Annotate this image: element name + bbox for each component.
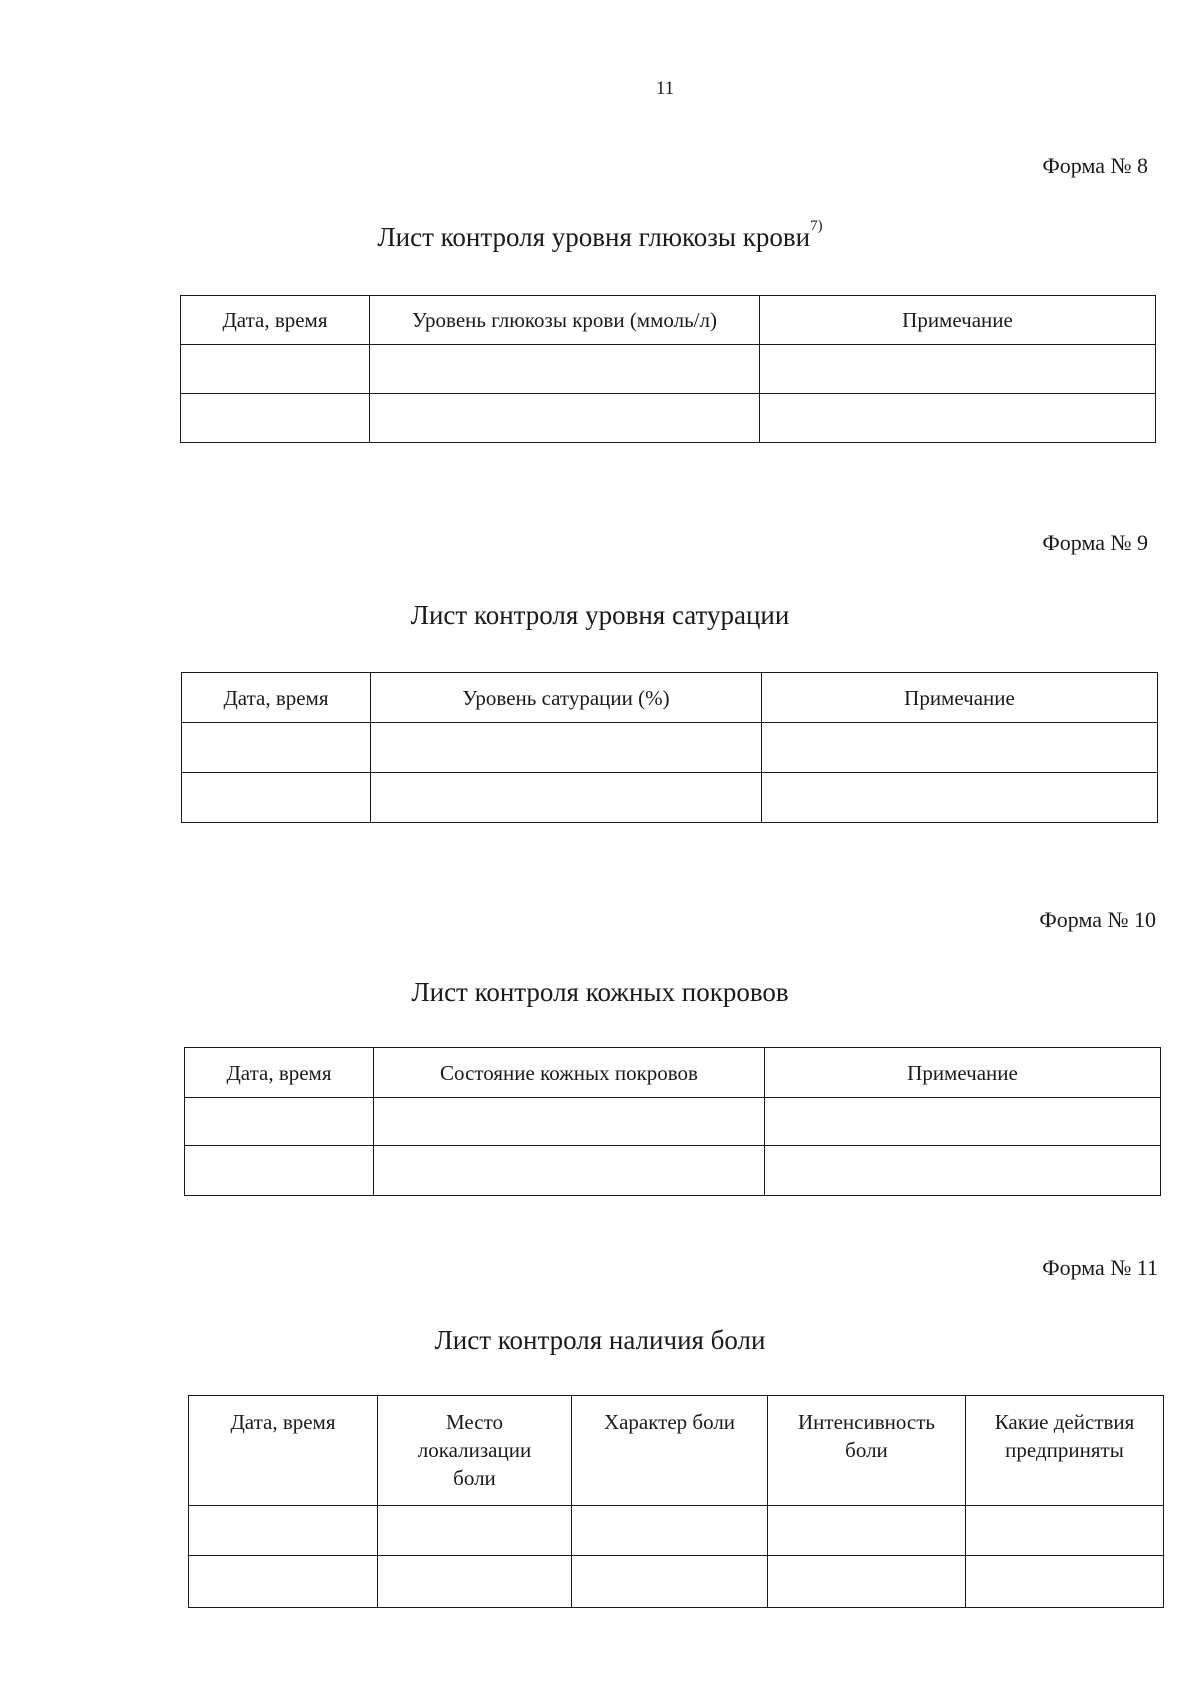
form-number: Форма № 9	[1042, 530, 1148, 555]
pain-control-table	[188, 1395, 1164, 1608]
glucose-control-table	[180, 295, 1156, 443]
table-row	[185, 1146, 1161, 1196]
table-cell[interactable]	[370, 394, 760, 443]
form-number: Форма № 10	[1039, 907, 1156, 932]
table-cell[interactable]	[572, 1506, 768, 1556]
column-header: Уровень глюкозы крови (ммоль/л)	[370, 296, 760, 345]
form-number: Форма № 8	[1042, 153, 1148, 178]
table-cell[interactable]	[760, 345, 1156, 394]
table-cell[interactable]	[185, 1098, 374, 1146]
table-cell[interactable]	[374, 1146, 765, 1196]
table-cell[interactable]	[182, 723, 371, 773]
form-title: Лист контроля наличия боли	[434, 1325, 766, 1355]
table-cell[interactable]	[371, 773, 762, 823]
table-cell[interactable]	[189, 1506, 378, 1556]
column-header: Дата, время	[189, 1396, 378, 1506]
form-title	[0, 218, 1200, 253]
table-cell[interactable]	[181, 345, 370, 394]
table-cell[interactable]	[572, 1556, 768, 1608]
column-header: Уровень сатурации (%)	[371, 673, 762, 723]
table-cell[interactable]	[370, 345, 760, 394]
table-cell[interactable]	[762, 723, 1158, 773]
table-cell[interactable]	[762, 773, 1158, 823]
table-cell[interactable]	[181, 394, 370, 443]
form-number: Форма № 11	[1042, 1255, 1158, 1280]
form-title: Лист контроля уровня сатурации	[410, 600, 790, 630]
saturation-control-table	[181, 672, 1158, 823]
column-header: Дата, время	[185, 1048, 374, 1098]
table-row	[181, 394, 1156, 443]
table-cell[interactable]	[760, 394, 1156, 443]
table-cell[interactable]	[185, 1146, 374, 1196]
table-cell[interactable]	[966, 1506, 1164, 1556]
table-cell[interactable]	[182, 773, 371, 823]
column-header: Интенсивность боли	[768, 1396, 966, 1506]
table-cell[interactable]	[765, 1146, 1161, 1196]
table-cell[interactable]	[765, 1098, 1161, 1146]
table-row	[189, 1556, 1164, 1608]
table-row	[185, 1098, 1161, 1146]
table-cell[interactable]	[768, 1506, 966, 1556]
footnote-marker: 7)	[810, 218, 823, 234]
column-header: Состояние кожных покровов	[374, 1048, 765, 1098]
table-cell[interactable]	[371, 723, 762, 773]
column-header: Примечание	[765, 1048, 1161, 1098]
table-row	[182, 773, 1158, 823]
table-row	[189, 1506, 1164, 1556]
column-header: Характер боли	[572, 1396, 768, 1506]
table-cell[interactable]	[378, 1506, 572, 1556]
table-row	[182, 723, 1158, 773]
table-cell[interactable]	[189, 1556, 378, 1608]
form-title: Лист контроля кожных покровов	[411, 977, 789, 1007]
column-header: Примечание	[762, 673, 1158, 723]
table-cell[interactable]	[966, 1556, 1164, 1608]
column-header: Дата, время	[181, 296, 370, 345]
column-header: Примечание	[760, 296, 1156, 345]
table-cell[interactable]	[768, 1556, 966, 1608]
skin-control-table	[184, 1047, 1161, 1196]
table-cell[interactable]	[378, 1556, 572, 1608]
form-title-text: Лист контроля уровня глюкозы крови	[377, 222, 811, 252]
table-cell[interactable]	[374, 1098, 765, 1146]
column-header: Дата, время	[182, 673, 371, 723]
column-header: Место локализации боли	[378, 1396, 572, 1506]
page-number: 11	[655, 78, 675, 99]
table-row	[181, 345, 1156, 394]
column-header: Какие действия предприняты	[966, 1396, 1164, 1506]
